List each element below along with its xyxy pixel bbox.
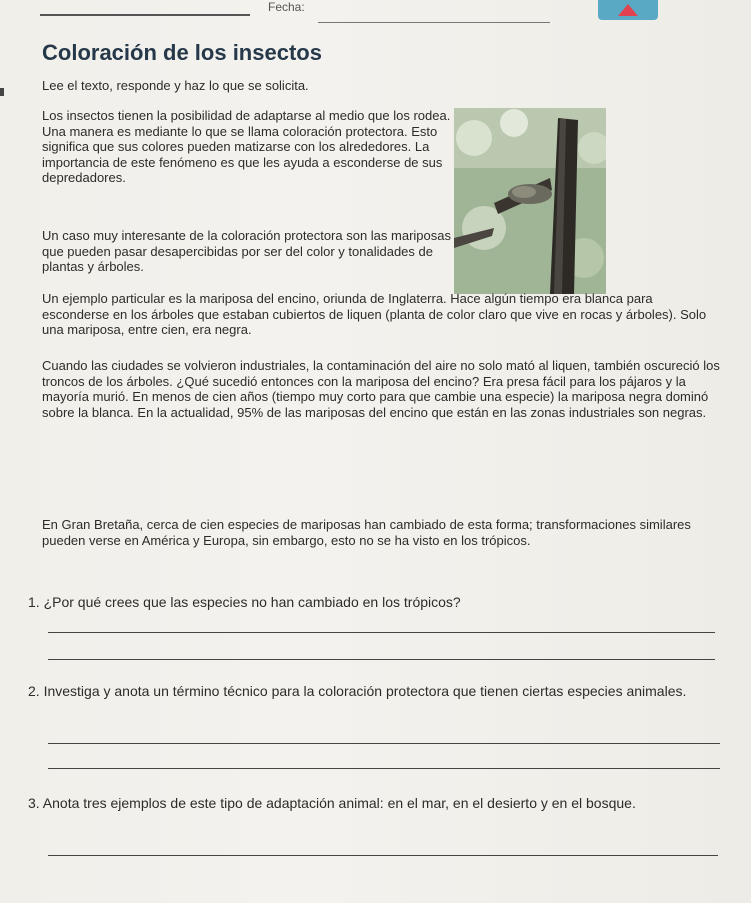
header-rule [40, 14, 250, 16]
butterfly-on-tree-photo [454, 108, 606, 294]
paragraph: Los insectos tienen la posibilidad de adaptarse al medio que los rodea. Una manera es mediante lo que se llama coloración protectora. Esto significa que sus colores pueden matizarse con los alrededores. La importancia de este fenómeno es que les ayuda a esconderse de sus depredadores. [42, 108, 451, 185]
paragraph: Cuando las ciudades se volvieron industriales, la contaminación del aire no solo mató al liquen, también oscureció los troncos de los árboles. ¿Qué sucedió entonces con la mariposa del encino? Era presa fácil para los pájaros y la mayoría murió. En menos de cien años (tiempo muy corto para que cambie una especie) la mariposa negra dominó sobre la blanca. En la actualidad, 95% de las mariposas del encino que están en las zonas industriales son negras. [42, 358, 720, 420]
instructions: Lee el texto, responde y haz lo que se solicita. [42, 78, 309, 93]
paragraph: Un ejemplo particular es la mariposa del encino, oriunda de Inglaterra. Hace algún tiempo era blanca para esconderse en los árboles que estaban cubiertos de liquen (planta de color claro que vive en rocas y árboles). Solo una mariposa, entre cien, era negra. [42, 291, 707, 337]
page-edge-mark [0, 88, 4, 96]
answer-line[interactable] [48, 659, 715, 660]
answer-line[interactable] [48, 632, 715, 633]
question-2: 2. Investiga y anota un término técnico para la coloración protectora que tienen ciertas especies animales. [28, 683, 687, 699]
section-tab [598, 0, 658, 20]
triangle-icon [618, 4, 638, 16]
worksheet-title: Coloración de los insectos [42, 40, 322, 65]
answer-line[interactable] [48, 855, 718, 856]
date-answer-line[interactable] [318, 22, 550, 23]
answer-line[interactable] [48, 768, 720, 769]
question-3: 3. Anota tres ejemplos de este tipo de adaptación animal: en el mar, en el desierto y en el bosque. [28, 795, 636, 811]
date-label: Fecha: [268, 0, 305, 14]
question-1: 1. ¿Por qué crees que las especies no han cambiado en los trópicos? [28, 594, 461, 610]
answer-line[interactable] [48, 743, 720, 744]
paragraph: En Gran Bretaña, cerca de cien especies de mariposas han cambiado de esta forma; transformaciones similares pueden verse en América y Europa, sin embargo, esto no se ha visto en los trópicos. [42, 517, 691, 548]
paragraph: Un caso muy interesante de la coloración protectora son las mariposas que pueden pasar desapercibidas por ser del color y tonalidades de plantas y árboles. [42, 228, 451, 274]
